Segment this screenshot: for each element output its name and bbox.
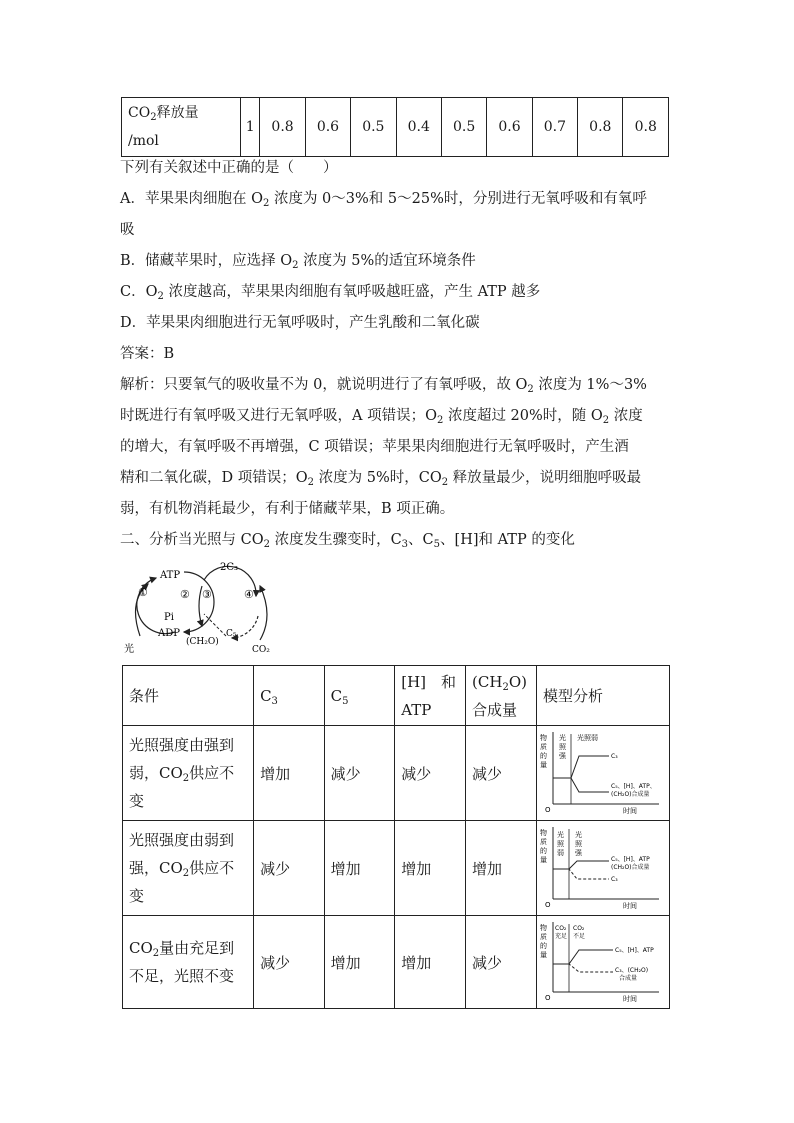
table-cell: 0.6 xyxy=(487,98,532,157)
ylabel: 质 xyxy=(540,743,547,751)
row-ch2o: 减少 xyxy=(466,726,537,821)
header-condition: 条件 xyxy=(123,666,254,726)
phase-label: CO₂ xyxy=(573,925,585,932)
table-cell: 0.8 xyxy=(623,98,669,157)
table-cell: 0.4 xyxy=(396,98,441,157)
option-c: C．$O_2$ 浓度越高，苹果果肉细胞有氧呼吸越旺盛，产生 ATP 越多 xyxy=(120,284,541,302)
table-row xyxy=(123,726,670,821)
row-c5: 减少 xyxy=(324,726,395,821)
row-c3: 减少 xyxy=(254,916,325,1009)
explanation-line: 弱，有机物消耗最少，有利于储藏苹果，B 项正确。 xyxy=(120,501,455,517)
curve-label: C₅、[H]、ATP、 xyxy=(611,783,656,790)
phase-label: 光 xyxy=(575,831,582,839)
co2-release-table xyxy=(121,97,669,157)
header-h-atp: [H] 和 ATP xyxy=(395,666,466,726)
phase-label: 光 xyxy=(559,734,566,742)
phase-label: 光 xyxy=(557,831,564,839)
phase-label: 照 xyxy=(557,840,564,848)
ch2o-label: (CH₂O) xyxy=(186,637,219,647)
row-c5: 增加 xyxy=(324,821,395,916)
explanation-line: 解析：只要氧气的吸收量不为 0，就说明进行了有氧呼吸，故 $O_2$ 浓度为 1%～3% xyxy=(120,377,647,395)
model-graph-cell xyxy=(537,821,670,916)
xlabel: 时间 xyxy=(623,807,637,814)
origin-label: O xyxy=(545,806,551,814)
row-ch2o: 增加 xyxy=(466,821,537,916)
origin-label: O xyxy=(545,901,551,909)
row-c3: 减少 xyxy=(254,821,325,916)
section-title: 二、分析当光照与 $CO_2$ 浓度发生骤变时，$C_3$、$C_5$、[H]和 ATP 的变化 xyxy=(120,532,575,550)
curve-label: C₃、(CH₂O) xyxy=(615,967,649,974)
ylabel: 的 xyxy=(540,942,547,950)
row-h-atp: 减少 xyxy=(395,726,466,821)
option-a: A．苹果果肉细胞在 $O_2$ 浓度为 0～3%和 5～25%时，分别进行无氧呼吸和有氧呼 xyxy=(120,191,647,209)
co2-label: CO₂ xyxy=(252,645,270,655)
photosynthesis-cycle-diagram xyxy=(120,556,280,656)
curve-label: C₅、[H]、ATP xyxy=(615,947,654,954)
table-cell: 1 xyxy=(241,98,260,157)
explanation-line: 精和二氧化碳，D 项错误；$O_2$ 浓度为 5%时，$CO_2$ 释放量最少，说明细胞呼吸最 xyxy=(120,470,642,488)
table-cell: 0.6 xyxy=(305,98,350,157)
curve-label: C₅、[H]、ATP xyxy=(611,856,650,863)
row-condition: 光照强度由弱到 强，$CO_2$供应不 变 xyxy=(123,821,254,916)
mini-graph-1 xyxy=(539,728,667,814)
answer: 答案：B xyxy=(120,346,175,362)
ylabel: 量 xyxy=(540,951,547,959)
phase-label: 照 xyxy=(575,840,582,848)
phase-label: 弱 xyxy=(557,849,564,857)
pi-label: Pi xyxy=(164,612,174,623)
row-c3: 增加 xyxy=(254,726,325,821)
ylabel: 物 xyxy=(540,734,547,742)
c5-label: C₅ xyxy=(226,629,237,639)
xlabel: 时间 xyxy=(623,902,637,909)
ylabel: 量 xyxy=(540,856,547,864)
header-model: 模型分析 xyxy=(537,666,670,726)
table-cell: 0.8 xyxy=(578,98,623,157)
num-1: ① xyxy=(138,586,148,599)
ylabel: 质 xyxy=(540,838,547,846)
ylabel: 的 xyxy=(540,847,547,855)
explanation-line: 时既进行有氧呼吸又进行无氧呼吸，A 项错误；$O_2$ 浓度超过 20%时，随 $O_2$ 浓度 xyxy=(120,408,643,426)
table-row xyxy=(123,916,670,1009)
row-condition: 光照强度由强到 弱，$CO_2$供应不 变 xyxy=(123,726,254,821)
curve-label: (CH₂O)合成量 xyxy=(611,791,650,798)
atp-label: ATP xyxy=(160,570,181,581)
ylabel: 的 xyxy=(540,752,547,760)
ylabel: 质 xyxy=(540,933,547,941)
mini-graph-3 xyxy=(539,918,667,1002)
phase-label: 充足 xyxy=(555,933,568,940)
model-graph-cell xyxy=(537,916,670,1009)
phase-label: 强 xyxy=(575,849,582,857)
curve-label: (CH₂O)合成量 xyxy=(611,864,650,871)
adp-label: ADP xyxy=(158,628,180,639)
curve-label: C₃ xyxy=(611,753,618,760)
table-header-row xyxy=(123,666,670,726)
row-c5: 增加 xyxy=(324,916,395,1009)
model-graph-cell xyxy=(537,726,670,821)
row-label: $CO_2$释放量 /mol xyxy=(122,98,241,157)
option-d: D．苹果果肉细胞进行无氧呼吸时，产生乳酸和二氧化碳 xyxy=(120,315,480,331)
analysis-table xyxy=(122,665,670,1009)
option-a-cont: 吸 xyxy=(120,222,135,238)
ylabel: 物 xyxy=(540,829,547,837)
xlabel: 时间 xyxy=(623,995,637,1002)
table-row xyxy=(123,821,670,916)
phase-label: 不足 xyxy=(573,933,586,940)
phase-label: 强 xyxy=(559,752,566,760)
phase-label: 光照弱 xyxy=(577,734,598,742)
question-stem: 下列有关叙述中正确的是（ ） xyxy=(120,160,338,176)
row-ch2o: 减少 xyxy=(466,916,537,1009)
header-c3: $C_3$ xyxy=(254,666,325,726)
mini-graph-2 xyxy=(539,823,667,909)
row-h-atp: 增加 xyxy=(395,916,466,1009)
row-h-atp: 增加 xyxy=(395,821,466,916)
phase-label: 照 xyxy=(559,743,566,751)
curve-label: C₃ xyxy=(611,876,618,883)
curve-label: 合成量 xyxy=(619,975,638,982)
table-row xyxy=(122,98,669,157)
header-ch2o: $(CH_2O)$ 合成量 xyxy=(466,666,537,726)
num-2: ② xyxy=(180,588,190,601)
light-label: 光 xyxy=(124,644,134,655)
c3-label: 2C₃ xyxy=(220,562,239,573)
row-condition: $CO_2$量由充足到 不足，光照不变 xyxy=(123,916,254,1009)
table-cell: 0.5 xyxy=(441,98,486,157)
ylabel: 量 xyxy=(540,761,547,769)
header-c5: $C_5$ xyxy=(324,666,395,726)
phase-label: CO₂ xyxy=(555,925,567,932)
table-cell: 0.5 xyxy=(351,98,396,157)
table-cell: 0.7 xyxy=(532,98,577,157)
table-cell: 0.8 xyxy=(260,98,305,157)
ylabel: 物 xyxy=(540,924,547,932)
num-4: ④ xyxy=(244,588,254,601)
explanation-line: 的增大，有氧呼吸不再增强，C 项错误；苹果果肉细胞进行无氧呼吸时，产生酒 xyxy=(120,439,629,455)
num-3: ③ xyxy=(202,588,212,601)
option-b: B．储藏苹果时，应选择 $O_2$ 浓度为 5%的适宜环境条件 xyxy=(120,253,476,271)
origin-label: O xyxy=(545,994,551,1002)
